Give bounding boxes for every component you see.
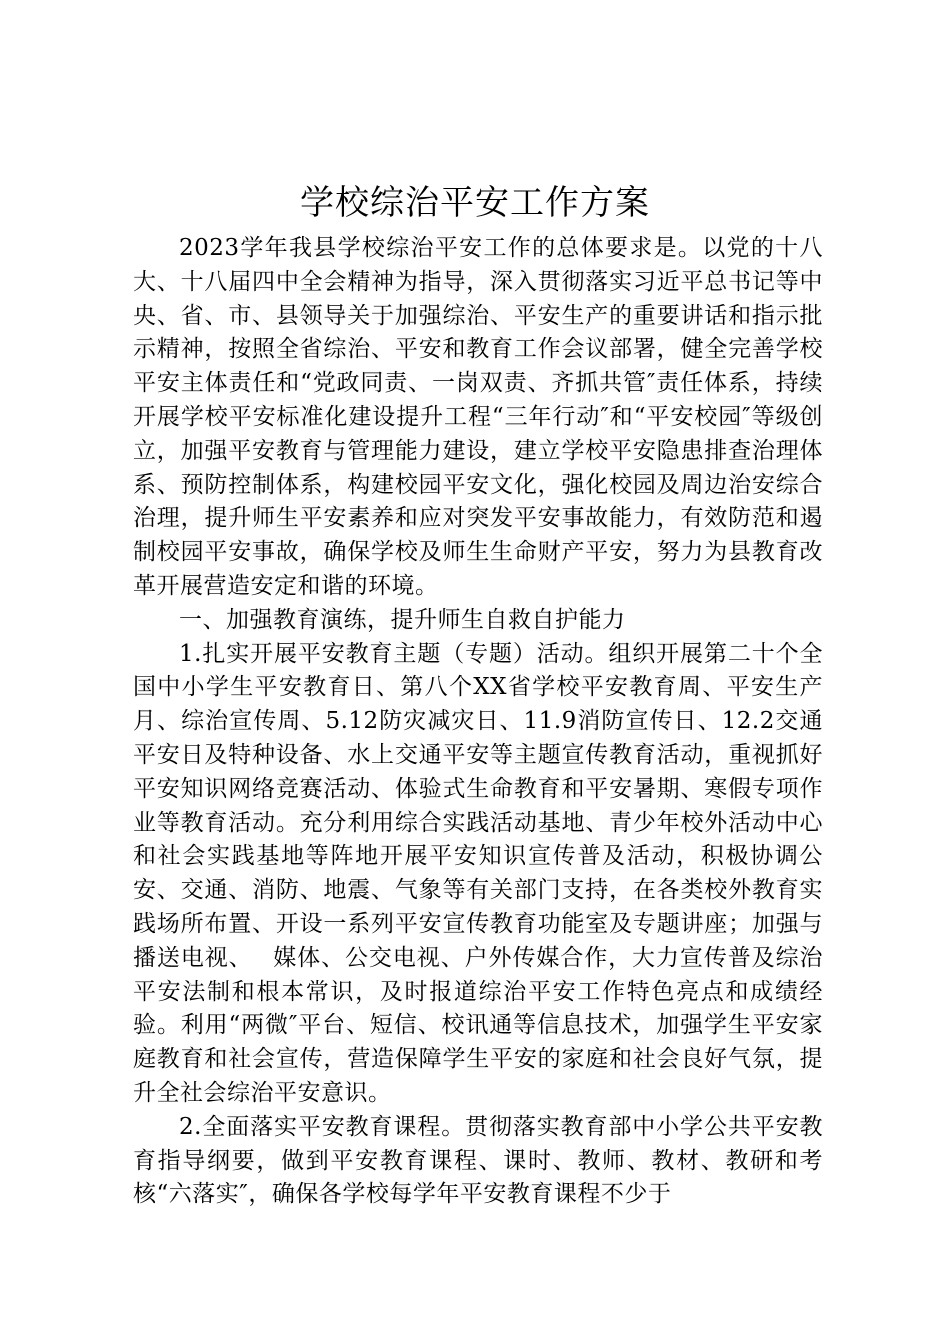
paragraph-item-2: 2.全面落实平安教育课程。贯彻落实教育部中小学公共平安教育指导纲要，做到平安教育课程、课时、教师、教材、教研和考核“六落实″，确保各学校每学年平安教育课程不少于	[133, 1113, 823, 1208]
section-heading-1: 一、加强教育演练，提升师生自救自护能力	[179, 606, 626, 633]
document-title: 学校综治平安工作方案	[300, 183, 650, 223]
document-body	[133, 232, 823, 1212]
paragraph-overall-requirements: 2023学年我县学校综治平安工作的总体要求是。以党的十八大、十八届四中全会精神为指导，深入贯彻落实习近平总书记等中央、省、市、县领导关于加强综治、平安生产的重要讲话和指示批示精神，按照全省综治、平安和教育工作会议部署，健全完善学校平安主体责任和“党政同责、一岗双责、齐抓共管″责任体系，持续开展学校平安标准化建设提升工程“三年行动″和“平安校园″等级创立，加强平安教育与管理能力建设，建立学校平安隐患排查治理体系、预防控制体系，构建校园平安文化，强化校园及周边治安综合治理，提升师生平安素养和应对突发平安事故能力，有效防范和遏制校园平安事故，确保学校及师生生命财产平安，努力为县教育改革开展营造安定和谐的环境。	[133, 235, 823, 599]
paragraph-item-1: 1.扎实开展平安教育主题（专题）活动。组织开展第二十个全国中小学生平安教育日、第八个XX省学校平安教育周、平安生产月、综治宣传周、5.12防灾减灾日、11.9消防宣传日、12.2交通平安日及特种设备、水上交通平安等主题宣传教育活动，重视抓好平安知识网络竞赛活动、体验式生命教育和平安暑期、寒假专项作业等教育活动。充分利用综合实践活动基地、青少年校外活动中心和社会实践基地等阵地开展平安知识宣传普及活动，积极协调公安、交通、消防、地震、气象等有关部门支持，在各类校外教育实践场所布置、开设一系列平安宣传教育功能室及专题讲座；加强与播送电视、 媒体、公交电视、户外传媒合作，大力宣传普及综治平安法制和根本常识，及时报道综治平安工作特色亮点和成绩经验。利用“两微″平台、短信、校讯通等信息技术，加强学生平安家庭教育和社会宣传，营造保障学生平安的家庭和社会良好气氛，提升全社会综治平安意识。	[133, 640, 823, 1106]
